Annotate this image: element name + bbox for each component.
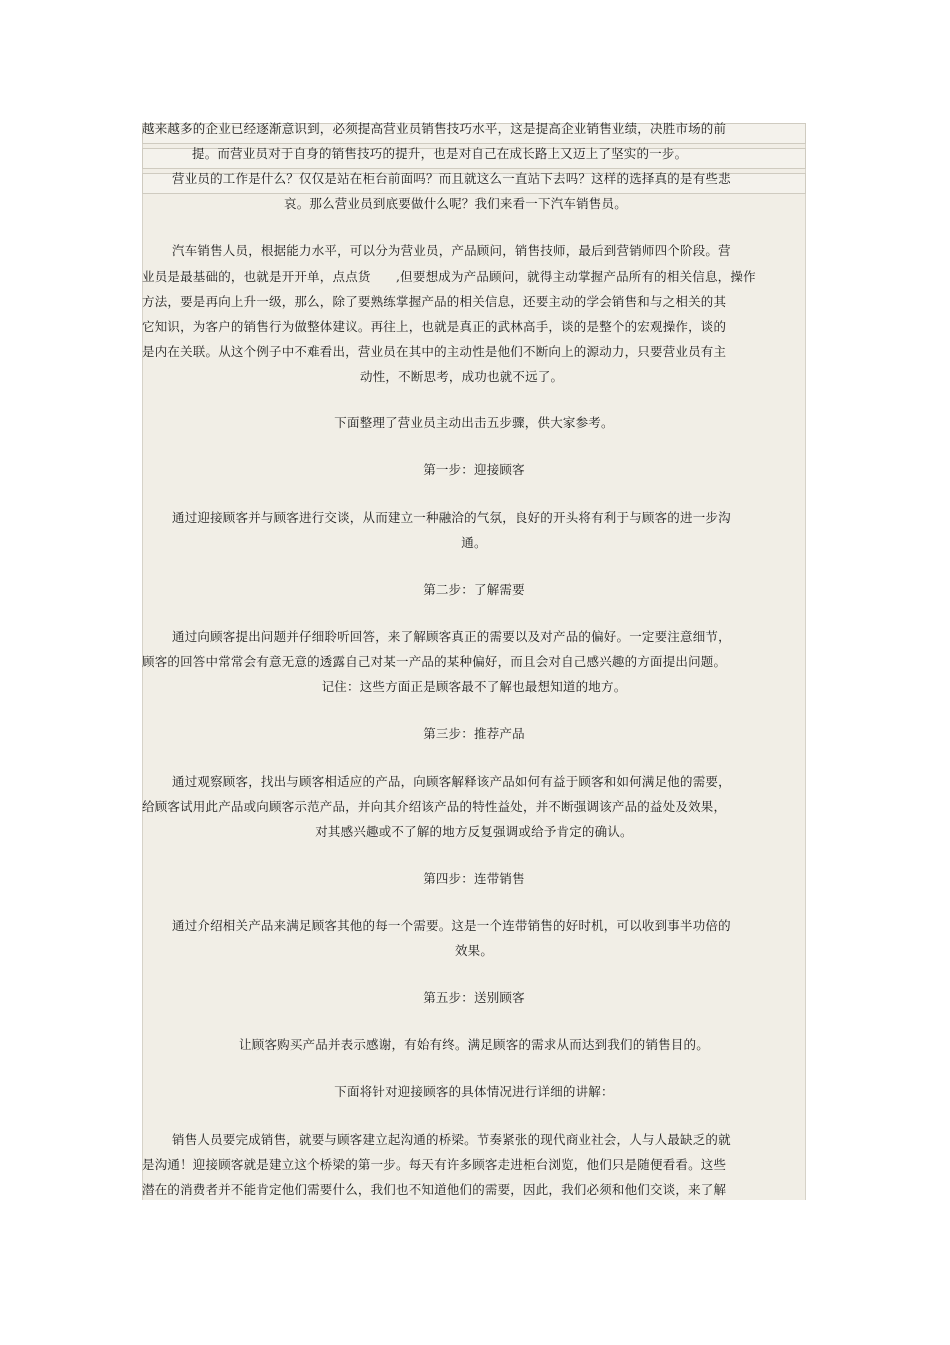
paragraph-line: 业员是最基础的，也就是开开单，点点货 ,但要想成为产品顾问，就得主动掌握产品所有的相关信息，操作 [142,269,756,284]
paragraph-line: 营业员的工作是什么？仅仅是站在柜台前面吗？而且就这么一直站下去吗？这样的选择真的是有些悲 [172,171,731,186]
paragraph-line: 通过介绍相关产品来满足顾客其他的每一个需要。这是一个连带销售的好时机，可以收到事半功倍的 [172,918,731,933]
paragraph-line: 顾客的回答中常常会有意无意的透露自己对某一产品的某种偏好，而且会对自己感兴趣的方面提出问题。 [142,654,727,669]
paragraph-line: 潜在的消费者并不能肯定他们需要什么，我们也不知道他们的需要，因此，我们必须和他们交谈，来了解 [142,1182,727,1197]
step-heading: 第四步：连带销售 [423,871,525,886]
paragraph-line: 提。而营业员对于自身的销售技巧的提升，也是对自己在成长路上又迈上了坚实的一步。 [192,146,688,161]
paragraph-line: 销售人员要完成销售，就要与顾客建立起沟通的桥梁。节奏紧张的现代商业社会，人与人最缺乏的就 [172,1132,731,1147]
paragraph-line: 通过观察顾客，找出与顾客相适应的产品，向顾客解释该产品如何有益于顾客和如何满足他的需要， [172,774,731,789]
paragraph-line: 通。 [461,535,487,550]
paragraph-line: 通过迎接顾客并与顾客进行交谈，从而建立一种融洽的气氛，良好的开头将有利于与顾客的进一步沟 [172,510,731,525]
paragraph-line: 它知识，为客户的销售行为做整体建议。再往上，也就是真正的武林高手，谈的是整个的宏观操作，谈的 [142,319,727,334]
paragraph-line: 是内在关联。从这个例子中不难看出，营业员在其中的主动性是他们不断向上的源动力，只要营业员有主 [142,344,727,359]
paragraph-line: 效果。 [454,943,494,958]
step-heading: 第五步：送别顾客 [423,990,525,1005]
paragraph-line: 对其感兴趣或不了解的地方反复强调或给予肯定的确认。 [315,824,633,839]
step-heading: 第三步：推荐产品 [423,726,525,741]
paragraph-line: 让顾客购买产品并表示感谢，有始有终。满足顾客的需求从而达到我们的销售目的。 [239,1037,709,1052]
paragraph-line: 通过向顾客提出问题并仔细聆听回答，来了解顾客真正的需要以及对产品的偏好。一定要注意细节， [172,629,731,644]
paragraph-line: 下面将针对迎接顾客的具体情况进行详细的讲解： [334,1084,614,1099]
paragraph-line: 汽车销售人员，根据能力水平，可以分为营业员，产品顾问，销售技师，最后到营销师四个阶段。营 [172,243,731,258]
step-heading: 第二步：了解需要 [423,582,525,597]
step-heading: 第一步：迎接顾客 [423,462,525,477]
paragraph-line: 是沟通！迎接顾客就是建立这个桥梁的第一步。每天有许多顾客走进柜台浏览，他们只是随便看看。这些 [142,1157,727,1172]
paragraph-line: 给顾客试用此产品或向顾客示范产品，并向其介绍该产品的特性益处，并不断强调该产品的益处及效果， [142,799,727,814]
paragraph-line: 哀。那么营业员到底要做什么呢？我们来看一下汽车销售员。 [284,196,627,211]
paragraph-line: 下面整理了营业员主动出击五步骤，供大家参考。 [334,415,614,430]
paragraph-line: 越来越多的企业已经逐渐意识到，必须提高营业员销售技巧水平，这是提高企业销售业绩，决胜市场的前 [142,121,727,136]
paragraph-line: 动性，不断思考，成功也就不远了。 [360,369,564,384]
paragraph-line: 方法，要是再向上升一级，那么，除了要熟练掌握产品的相关信息，还要主动的学会销售和与之相关的其 [142,294,727,309]
paragraph-line: 记住：这些方面正是顾客最不了解也最想知道的地方。 [321,679,627,694]
